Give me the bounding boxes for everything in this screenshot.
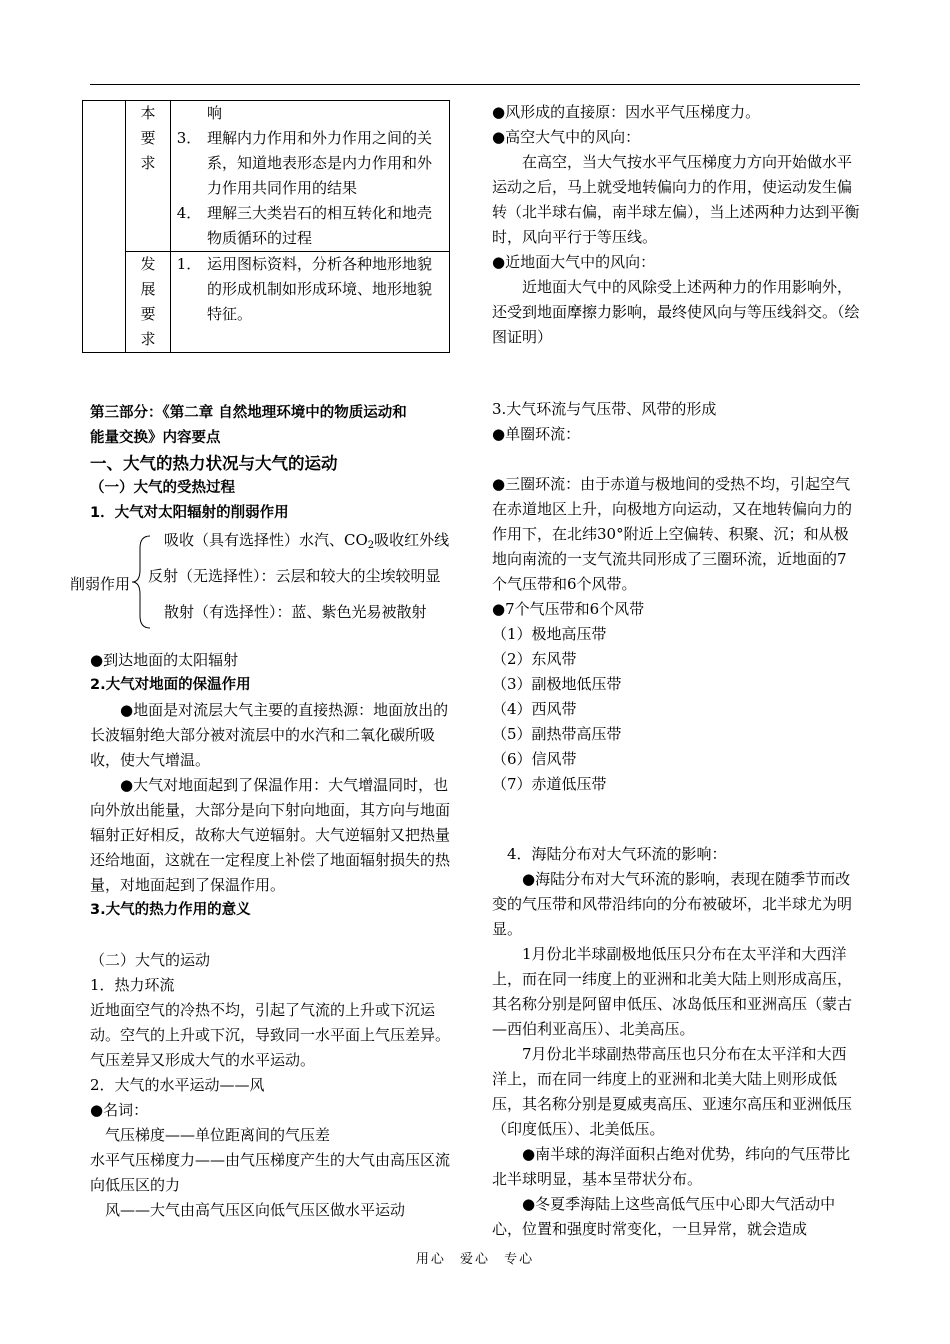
bullet-paragraph: ●到达地面的太阳辐射 [90, 651, 239, 669]
table-row [83, 252, 450, 353]
requirements-table [82, 100, 450, 353]
term-definition: 风——大气由高气压区向低气压区做水平运动 [105, 1201, 406, 1219]
bullet-paragraph: ●近地面大气中的风向： [492, 253, 656, 271]
brace-item-absorb: 吸收（具有选择性）水汽、$CO_2$吸收红外线 [164, 531, 450, 551]
bullet-paragraph: ●7个气压带和6个风带 [492, 600, 645, 618]
list-item: （4）西风带 [492, 700, 577, 718]
header-rule [90, 84, 860, 85]
topic-heading: 3.大气的热力作用的意义 [90, 902, 251, 918]
brace-label: 削弱作用 [70, 575, 131, 593]
paragraph: ●大气对地面起到了保温作用：大气增温同时，也向外放出能量，大部分是向下射向地面，其方向与地面辐射正好相反，故称大气逆辐射。大气逆辐射又把热量还给地面，这就在一定程度上补偿了地面辐射损失的热量，对地面起到了保温作用。 [90, 776, 451, 894]
page-footer: 用心 爱心 专心 [415, 1252, 535, 1267]
paragraph: 近地面空气的冷热不均，引起了气流的上升或下沉运动。空气的上升或下沉，导致同一水平面上气压差异。气压差异又形成大气的水平运动。 [90, 1001, 451, 1069]
bullet-paragraph: ●高空大气中的风向： [492, 128, 641, 146]
list-item: （1）极地高压带 [492, 625, 607, 643]
subsection-heading: （二）大气的运动 [90, 951, 211, 969]
topic-heading: 4．海陆分布对大气环流的影响： [507, 845, 727, 863]
list-item: 1． 运用图标资料，分析各种地形地貌的形成机制如形成环境、地形地貌特征。 [176, 255, 433, 323]
paragraph: 在高空，当大气按水平气压梯度力方向开始做水平运动之后，马上就受地转偏向力的作用，使运动发生偏转（北半球右偏，南半球左偏），当上述两种力达到平衡时，风向平行于等压线。 [492, 153, 860, 246]
paragraph: ●地面是对流层大气主要的直接热源：地面放出的长波辐射绝大部分被对流层中的水汽和二氧化碳所吸收，使大气增温。 [90, 701, 449, 769]
table-label-cell: 发展要求 [126, 252, 171, 353]
subsection-heading: （一）大气的受热过程 [90, 480, 235, 496]
left-column [70, 100, 462, 1223]
part-title: 第三部分：《第二章 自然地理环境中的物质运动和 [90, 405, 407, 421]
paragraph: 1月份北半球副极地低压只分布在太平洋和大西洋上，而在同一纬度上的亚洲和北美大陆上则形成高压，其名称分别是阿留申低压、冰岛低压和亚洲高压（蒙古—西伯利亚高压）、北美高压。 [492, 945, 853, 1038]
table-label-cell: 本要求 [126, 101, 171, 252]
paragraph: ●冬夏季海陆上这些高低气压中心即大气活动中心，位置和强度时常变化，一旦异常，就会造成 [492, 1195, 836, 1238]
term-definition: 气压梯度——单位距离间的气压差 [105, 1126, 331, 1144]
topic-heading: 1．大气对太阳辐射的削弱作用 [90, 505, 289, 521]
brace-item-reflect: 反射（无选择性）：云层和较大的尘埃较明显 [148, 567, 441, 585]
list-item: （2）东风带 [492, 650, 577, 668]
paragraph: ●海陆分布对大气环流的影响，表现在随季节而改变的气压带和风带沿纬向的分布被破坏，北半球尤为明显。 [492, 870, 853, 938]
weakening-brace-diagram [70, 528, 462, 636]
paragraph: 7月份北半球副热带高压也只分布在太平洋和大西洋上，而在同一纬度上的亚洲和北美大陆上则形成低压，其名称分别是夏威夷高压、亚速尔高压和亚洲低压（印度低压）、北美低压。 [492, 1045, 853, 1138]
topic-heading: 2．大气的水平运动——风 [90, 1076, 265, 1094]
paragraph: ●三圈环流：由于赤道与极地间的受热不均，引起空气在赤道地区上升，向极地方向运动，又在地转偏向力的作用下，在北纬30°附近上空偏转、积聚、沉；和从极地向南流的一支气流共同形成了三圈环流，近地面的7个气压带和6个风带。 [492, 475, 853, 593]
topic-heading: 3.大气环流与气压带、风带的形成 [492, 400, 717, 418]
list-item: （5）副热带高压带 [492, 725, 622, 743]
brace-item-scatter: 散射（有选择性）：蓝、紫色光易被散射 [164, 603, 427, 621]
bullet-paragraph: ●风形成的直接原：因水平气压梯度力。 [492, 103, 761, 121]
list-item: （6）信风带 [492, 750, 577, 768]
list-item: 响 [207, 104, 223, 122]
topic-heading: 2.大气对地面的保温作用 [90, 677, 251, 693]
section-heading: 一、大气的热力状况与大气的运动 [90, 454, 338, 473]
table-content-cell [171, 101, 450, 252]
table-content-cell [171, 252, 450, 353]
paragraph: ●南半球的海洋面积占绝对优势，纬向的气压带比北半球明显，基本呈带状分布。 [492, 1145, 851, 1188]
list-item: 3． 理解内力作用和外力作用之间的关系，知道地表形态是内力作用和外力作用共同作用的结果 [176, 129, 433, 197]
term-definition: 水平气压梯度力——由气压梯度产生的大气由高压区流向低压区的力 [90, 1151, 451, 1194]
topic-heading: 1．热力环流 [90, 976, 175, 994]
table-blank-cell [83, 101, 126, 353]
list-item: 4． 理解三大类岩石的相互转化和地壳物质循环的过程 [176, 204, 433, 247]
list-item: （7）赤道低压带 [492, 775, 607, 793]
table-row [83, 101, 450, 252]
paragraph: 近地面大气中的风除受上述两种力的作用影响外，还受到地面摩擦力影响，最终使风向与等压线斜交。（绘图证明） [492, 278, 860, 346]
right-column [492, 100, 860, 1242]
list-item: （3）副极地低压带 [492, 675, 622, 693]
bullet-paragraph: ●名词： [90, 1101, 149, 1119]
bullet-paragraph: ●单圈环流： [492, 425, 581, 443]
part-title: 能量交换》内容要点 [90, 430, 221, 446]
